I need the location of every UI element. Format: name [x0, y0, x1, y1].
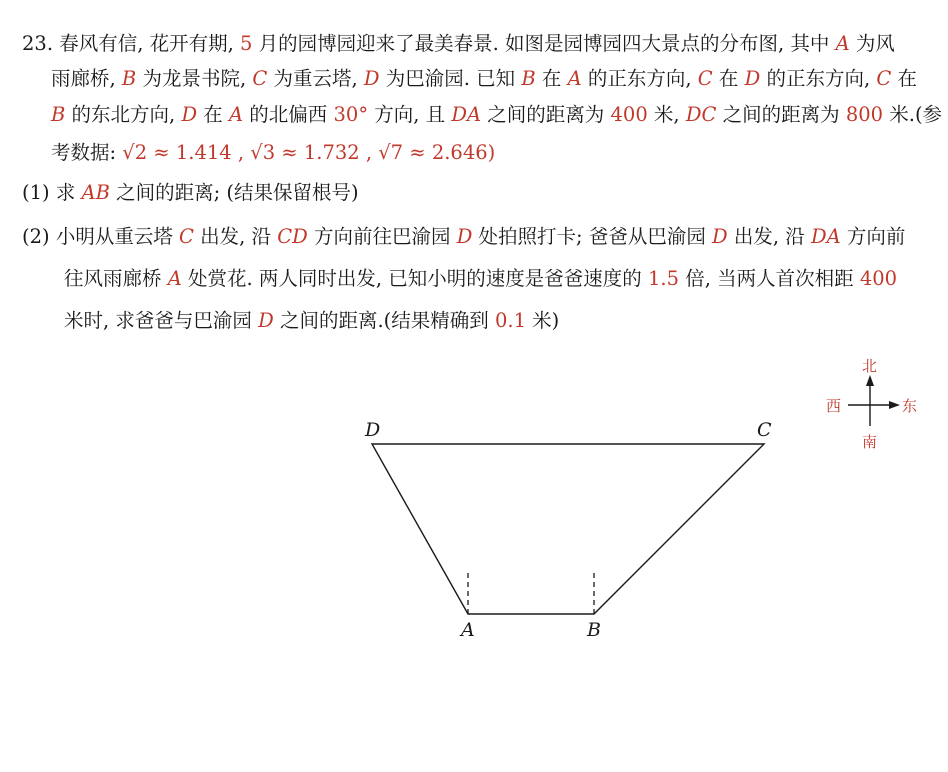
text-run: 往风雨廊桥 [64, 267, 168, 290]
text-run: 800 [845, 103, 884, 126]
text-run: AB [81, 181, 110, 204]
text-run: 的北偏西 [243, 103, 334, 126]
compass-east: 东 [902, 397, 918, 415]
text-run: A [835, 32, 850, 55]
text-run: 月的园博园迎来了最美春景. 如图是园博园四大景点的分布图, 其中 [252, 32, 836, 55]
compass-west: 西 [826, 397, 842, 415]
label-c: C [757, 419, 772, 441]
text-run: 的正东方向, [581, 67, 698, 90]
text-run: 方向前往巴渝园 [307, 225, 457, 248]
text-run: 之间的距离.(结果精确到 [273, 309, 495, 332]
text-run: 400 [610, 103, 648, 126]
text-run: 出发, 沿 [727, 225, 811, 248]
compass-icon [848, 375, 900, 426]
text-run: 为龙景书院, [136, 67, 253, 90]
text-run: C [179, 225, 194, 248]
text-run: C [876, 67, 892, 90]
text-run: 为巴渝园. 已知 [379, 67, 522, 90]
text-run: (2) 小明从重云塔 [22, 225, 180, 248]
compass-south: 南 [862, 433, 878, 451]
text-run: 的东北方向, [65, 103, 182, 126]
text-run: D [258, 309, 274, 332]
text-run: 400 [859, 267, 898, 290]
label-d: D [365, 419, 381, 441]
text-run: 在 [712, 67, 745, 90]
text-run: 0.1 [494, 309, 526, 332]
text-run: D [712, 225, 728, 248]
text-run: A [167, 267, 182, 290]
text-run: C [252, 67, 268, 90]
text-run: 在 [891, 67, 917, 90]
text-run: 雨廊桥, [51, 67, 122, 90]
text-run: 在 [535, 67, 568, 90]
text-run: D [744, 67, 761, 90]
text-run: D [181, 103, 198, 126]
text-run: 1.5 [648, 267, 680, 290]
text-run: DA [810, 225, 841, 248]
text-run: 之间的距离; (结果保留根号) [109, 181, 359, 204]
text-run: DC [685, 103, 717, 126]
text-run: 为重云塔, [267, 67, 364, 90]
text-run: B [51, 103, 66, 126]
text-run: 处赏花. 两人同时出发, 已知小明的速度是爸爸速度的 [181, 267, 648, 290]
text-run: 倍, 当两人首次相距 [679, 267, 860, 290]
text-run: A [567, 67, 582, 90]
east-arrow-icon [889, 401, 900, 409]
text-run: DA [451, 103, 482, 126]
text-run: D [456, 225, 473, 248]
label-a: A [461, 619, 475, 641]
text-run: 方向前 [840, 225, 906, 248]
text-run: C [697, 67, 713, 90]
text-run: 在 [197, 103, 229, 126]
text-run: 为风 [849, 32, 895, 55]
text-run: 之间的距离为 [716, 103, 846, 126]
text-run: 之间的距离为 [481, 103, 611, 126]
text-run: 30° [333, 103, 369, 126]
compass-north: 北 [862, 357, 878, 375]
text-run: B [121, 67, 137, 90]
label-b: B [587, 619, 601, 641]
text-run: (1) 求 [22, 181, 82, 204]
text-run: 处拍照打卡; 爸爸从巴渝园 [472, 225, 713, 248]
text-run: √2 ≈ 1.414 , √3 ≈ 1.732 , √7 ≈ 2.646) [122, 141, 496, 164]
text-run: 5 [240, 32, 253, 55]
text-run: 23. 春风有信, 花开有期, [22, 32, 241, 55]
north-arrow-icon [866, 375, 874, 386]
text-run: A [229, 103, 244, 126]
text-run: 考数据: [51, 141, 123, 164]
text-run: 米.(参 [883, 103, 943, 126]
text-run: 的正东方向, [760, 67, 877, 90]
text-run: 米, [647, 103, 686, 126]
text-run: 方向, 且 [368, 103, 452, 126]
text-run: B [521, 67, 536, 90]
text-run: D [363, 67, 380, 90]
trapezoid-dcba [372, 444, 764, 614]
text-run: 米时, 求爸爸与巴渝园 [64, 309, 259, 332]
text-run: 米) [525, 309, 560, 332]
text-run: CD [277, 225, 308, 248]
text-run: 出发, 沿 [193, 225, 278, 248]
